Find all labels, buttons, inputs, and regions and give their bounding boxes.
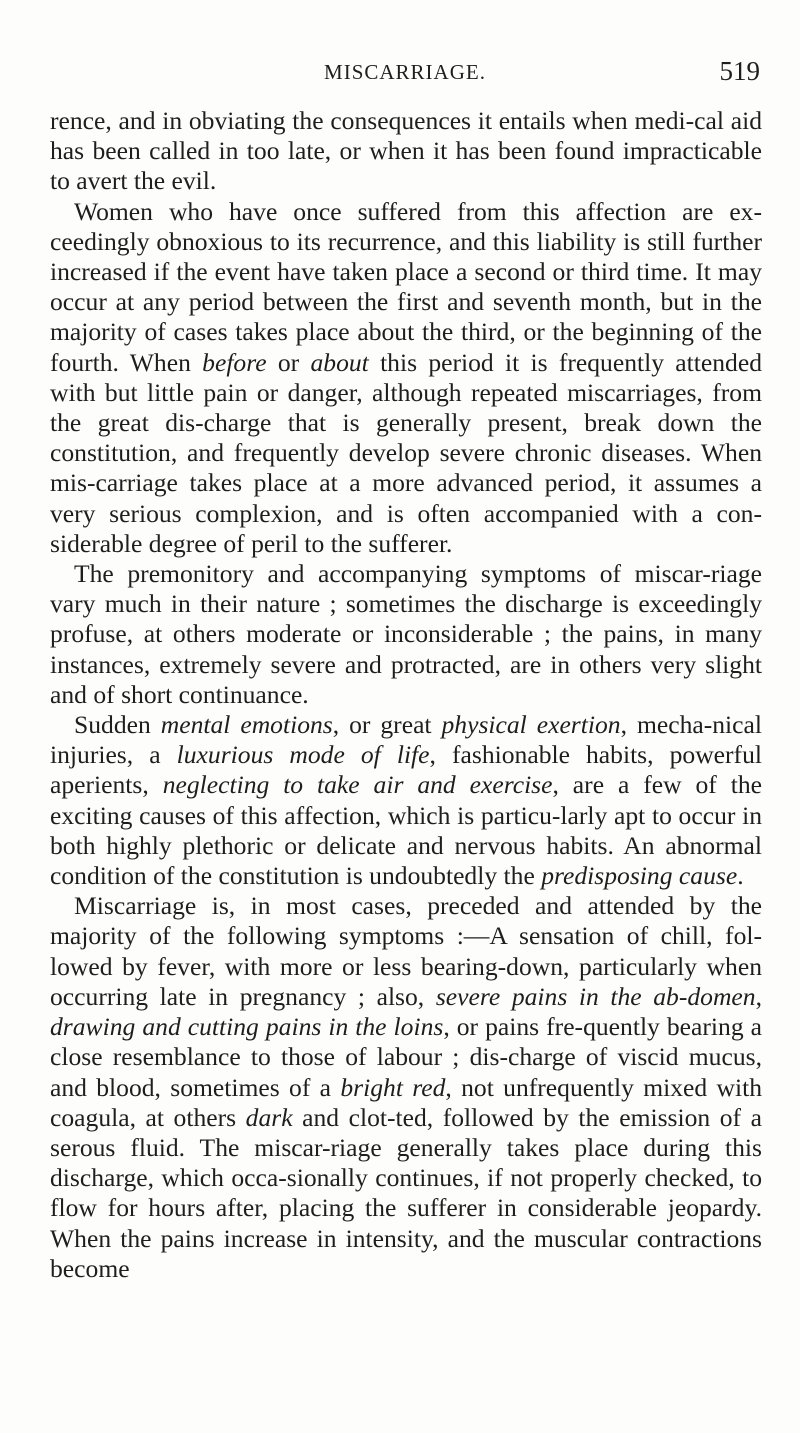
italic-emphasis: bright red bbox=[340, 1072, 446, 1102]
italic-emphasis: about bbox=[310, 347, 369, 377]
paragraph-text: or bbox=[266, 347, 311, 377]
running-title: MISCARRIAGE. bbox=[324, 60, 486, 84]
paragraph-text: and clot-ted, followed by the emission of a serous fluid. The miscar-riage generally takes place during this discharge, which occa-sionally continues, if not properly checked, to flow for hours after, placing the sufferer in considerable jeopardy. When the pains increase in intensity, and the muscular contractions become bbox=[50, 1102, 762, 1283]
italic-emphasis: dark bbox=[245, 1102, 293, 1132]
italic-emphasis: predisposing cause bbox=[541, 861, 738, 891]
paragraph-text: , are a few of the exciting causes of this affection, which is particu-larly apt to occur in both highly plethoric or delicate and nervous habits. An abnormal condition of the constitution is undoubtedly the bbox=[50, 770, 762, 891]
paragraph-exciting-causes bbox=[50, 710, 762, 891]
paragraph-text: , or pains fre-quently bearing a close resemblance to those of labour ; dis-charge of viscid mucus, and blood, sometimes of a bbox=[50, 1012, 762, 1102]
paragraph-text: , mecha-nical injuries, a bbox=[50, 710, 762, 770]
italic-emphasis: mental emotions bbox=[160, 710, 333, 740]
paragraph-text: . bbox=[737, 861, 744, 891]
paragraph-recurrence bbox=[50, 197, 762, 559]
italic-emphasis: neglecting to take air and exercise bbox=[162, 770, 553, 800]
italic-emphasis: luxurious mode of life bbox=[176, 740, 430, 770]
paragraph-premonitory-symptoms bbox=[50, 559, 762, 710]
paragraph-text: Miscarriage is, in most cases, preceded and attended by the majority of the following symptoms :—A sensation of chill, fol-lowed by fever, with more or less bearing-down, particularly when occurring late in pregnancy ; also, bbox=[50, 891, 762, 1011]
paragraph-text: , or great bbox=[332, 710, 442, 740]
paragraph-text: , bbox=[755, 981, 762, 1011]
italic-emphasis: drawing and cutting pains in the loins bbox=[50, 1012, 444, 1042]
paragraph-text: The premonitory and accompanying symptoms of miscar-riage vary much in their nature ; sometimes the discharge is exceedingly profuse, at others moderate or inconsiderable ; the pains, in many instances, extremely severe and protracted, are in others very slight and of short continuance. bbox=[50, 559, 762, 709]
paragraph-symptoms bbox=[50, 891, 762, 1284]
paragraph-text: this period it is frequently attended with but little pain or danger, although repeated miscarriages, from the great dis-charge that is generally present, break down the constitution, and frequently develop severe chronic diseases. When mis-carriage takes place at a more advanced period, it assumes a very serious complexion, and is often accompanied with a con-siderable degree of peril to the sufferer. bbox=[50, 347, 762, 558]
paragraph-text: , fashionable habits, powerful aperients, bbox=[50, 740, 762, 800]
paragraph-text: Women who have once suffered from this affection are ex-ceedingly obnoxious to its recurrence, and this liability is still further increased if the event have taken place a second or third time. It may occur at any period between the first and seventh month, but in the majority of cases takes place about the third, or the beginning of the fourth. When bbox=[50, 196, 762, 377]
running-header bbox=[50, 56, 760, 86]
paragraph-text: , not unfrequently mixed with coagula, at others bbox=[50, 1072, 763, 1132]
body-text bbox=[50, 106, 762, 1284]
italic-emphasis: physical exertion bbox=[441, 710, 621, 740]
page-number: 519 bbox=[719, 56, 760, 86]
italic-emphasis: before bbox=[202, 347, 267, 377]
italic-emphasis: severe pains in the ab-domen bbox=[435, 981, 756, 1011]
paragraph-text: rence, and in obviating the consequences it entails when medi-cal aid has been called in too late, or when it has been found impracticable to avert the evil. bbox=[50, 106, 762, 196]
paragraph-continuation bbox=[50, 106, 762, 197]
paragraph-text: Sudden bbox=[74, 710, 161, 740]
